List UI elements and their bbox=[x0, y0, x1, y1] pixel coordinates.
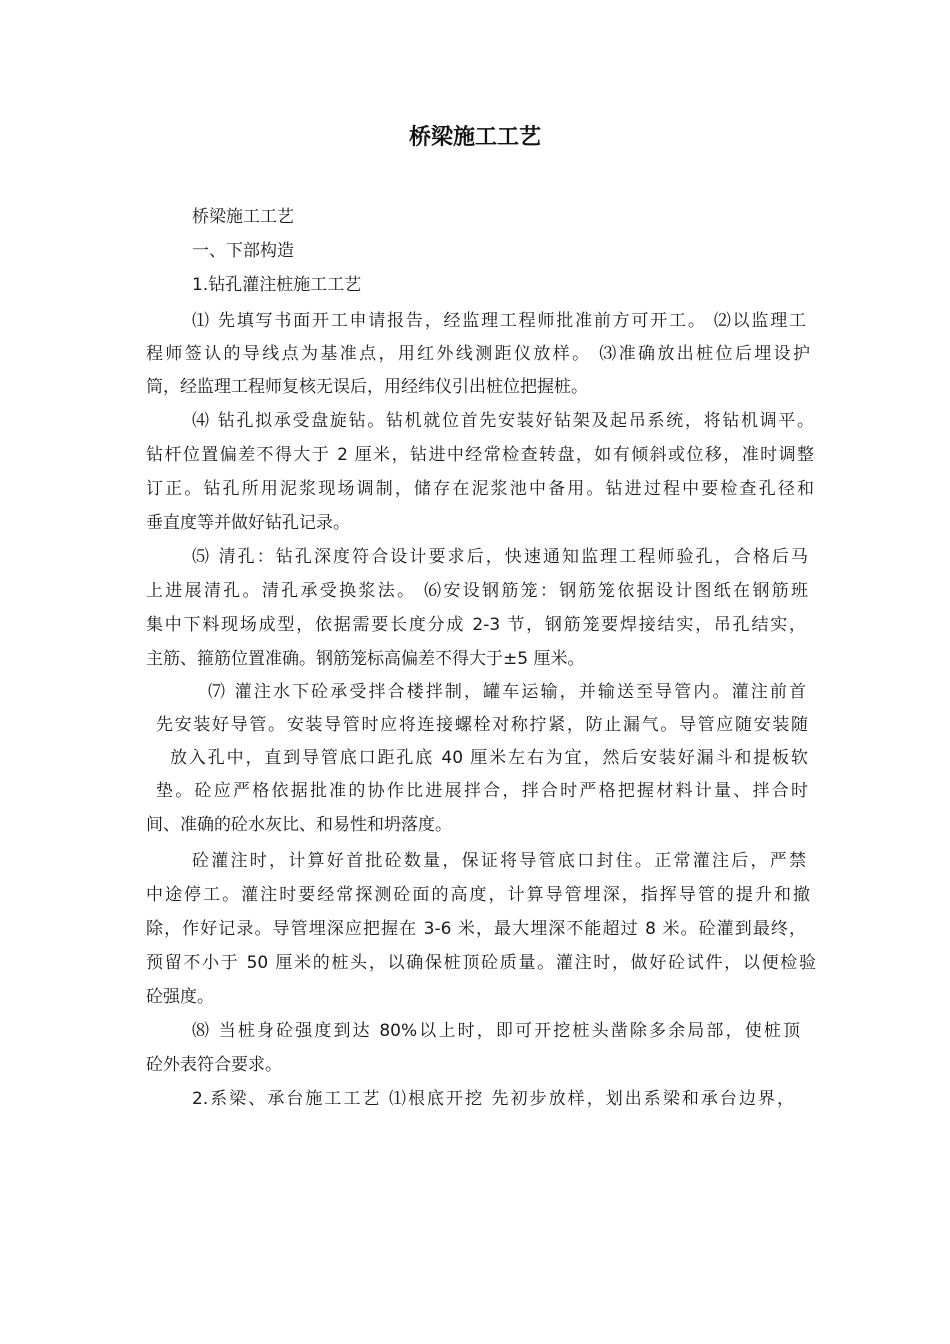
text-line: 放入孔中，直到导管底口距孔底 40 厘米左右为宜，然后安装好漏斗和提板软 bbox=[170, 748, 808, 768]
text-line: 垫。砼应严格依据批准的协作比进展拌合，拌合时严格把握材料计量、拌合时 bbox=[156, 781, 808, 801]
text-line: 砼强度。 bbox=[146, 987, 214, 1007]
text-line: ⑸ 清孔：钻孔深度符合设计要求后，快速通知监理工程师验孔，合格后马 bbox=[192, 547, 808, 567]
text-line: 程师签认的导线点为基准点，用红外线测距仪放样。 ⑶准确放出桩位后埋设护 bbox=[146, 344, 810, 364]
text-line: 砼外表符合要求。 bbox=[146, 1055, 282, 1075]
text-line: 1.钻孔灌注桩施工工艺 bbox=[192, 275, 362, 295]
text-line: 上进展清孔。清孔承受换浆法。 ⑹安设钢筋笼：钢筋笼依据设计图纸在钢筋班 bbox=[146, 581, 808, 601]
text-line: 集中下料现场成型，依据需要长度分成 2-3 节，钢筋笼要焊接结实，吊孔结实， bbox=[146, 615, 806, 635]
text-line: 订正。钻孔所用泥浆现场调制，储存在泥浆池中备用。钻进过程中要检查孔径和 bbox=[146, 479, 814, 499]
text-line: 垂直度等并做好钻孔记录。 bbox=[146, 513, 350, 533]
text-line: 钻杆位置偏差不得大于 2 厘米，钻进中经常检查转盘，如有倾斜或位移，准时调整 bbox=[146, 445, 814, 465]
text-line: 桥梁施工工艺 bbox=[192, 207, 294, 227]
text-line: 除，作好记录。导管埋深应把握在 3-6 米，最大埋深不能超过 8 米。砼灌到最终， bbox=[146, 919, 806, 939]
text-line: ⑻ 当桩身砼强度到达 80%以上时，即可开挖桩头凿除多余局部，使桩顶 bbox=[192, 1021, 800, 1041]
text-line: 2.系梁、承台施工工艺 ⑴根底开挖 先初步放样，划出系梁和承台边界， bbox=[192, 1089, 794, 1109]
text-line: 预留不小于 50 厘米的桩头，以确保桩顶砼质量。灌注时，做好砼试件，以便检验 bbox=[146, 953, 816, 973]
text-line: ⑷ 钻孔拟承受盘旋钻。钻机就位首先安装好钻架及起吊系统，将钻机调平。 bbox=[192, 411, 814, 431]
text-line: 一、下部构造 bbox=[192, 241, 294, 261]
text-line: 筒，经监理工程师复核无误后，用经纬仪引出桩位把握桩。 bbox=[146, 377, 588, 397]
page-title: 桥梁施工工艺 bbox=[408, 124, 541, 150]
text-line: 先安装好导管。安装导管时应将连接螺栓对称拧紧，防止漏气。导管应随安装随 bbox=[156, 715, 808, 735]
text-line: ⑺ 灌注水下砼承受拌合楼拌制，罐车运输，并输送至导管内。灌注前首 bbox=[208, 682, 806, 702]
text-line: 中途停工。灌注时要经常探测砼面的高度，计算导管埋深，指挥导管的提升和撤 bbox=[146, 885, 810, 905]
text-line: 砼灌注时，计算好首批砼数量，保证将导管底口封住。正常灌注后，严禁 bbox=[192, 851, 806, 871]
text-line: 主筋、箍筋位置准确。钢筋笼标高偏差不得大于±5 厘米。 bbox=[146, 649, 585, 669]
text-line: 间、准确的砼水灰比、和易性和坍落度。 bbox=[146, 815, 452, 835]
text-line: ⑴ 先填写书面开工申请报告，经监理工程师批准前方可开工。 ⑵以监理工 bbox=[192, 311, 806, 331]
